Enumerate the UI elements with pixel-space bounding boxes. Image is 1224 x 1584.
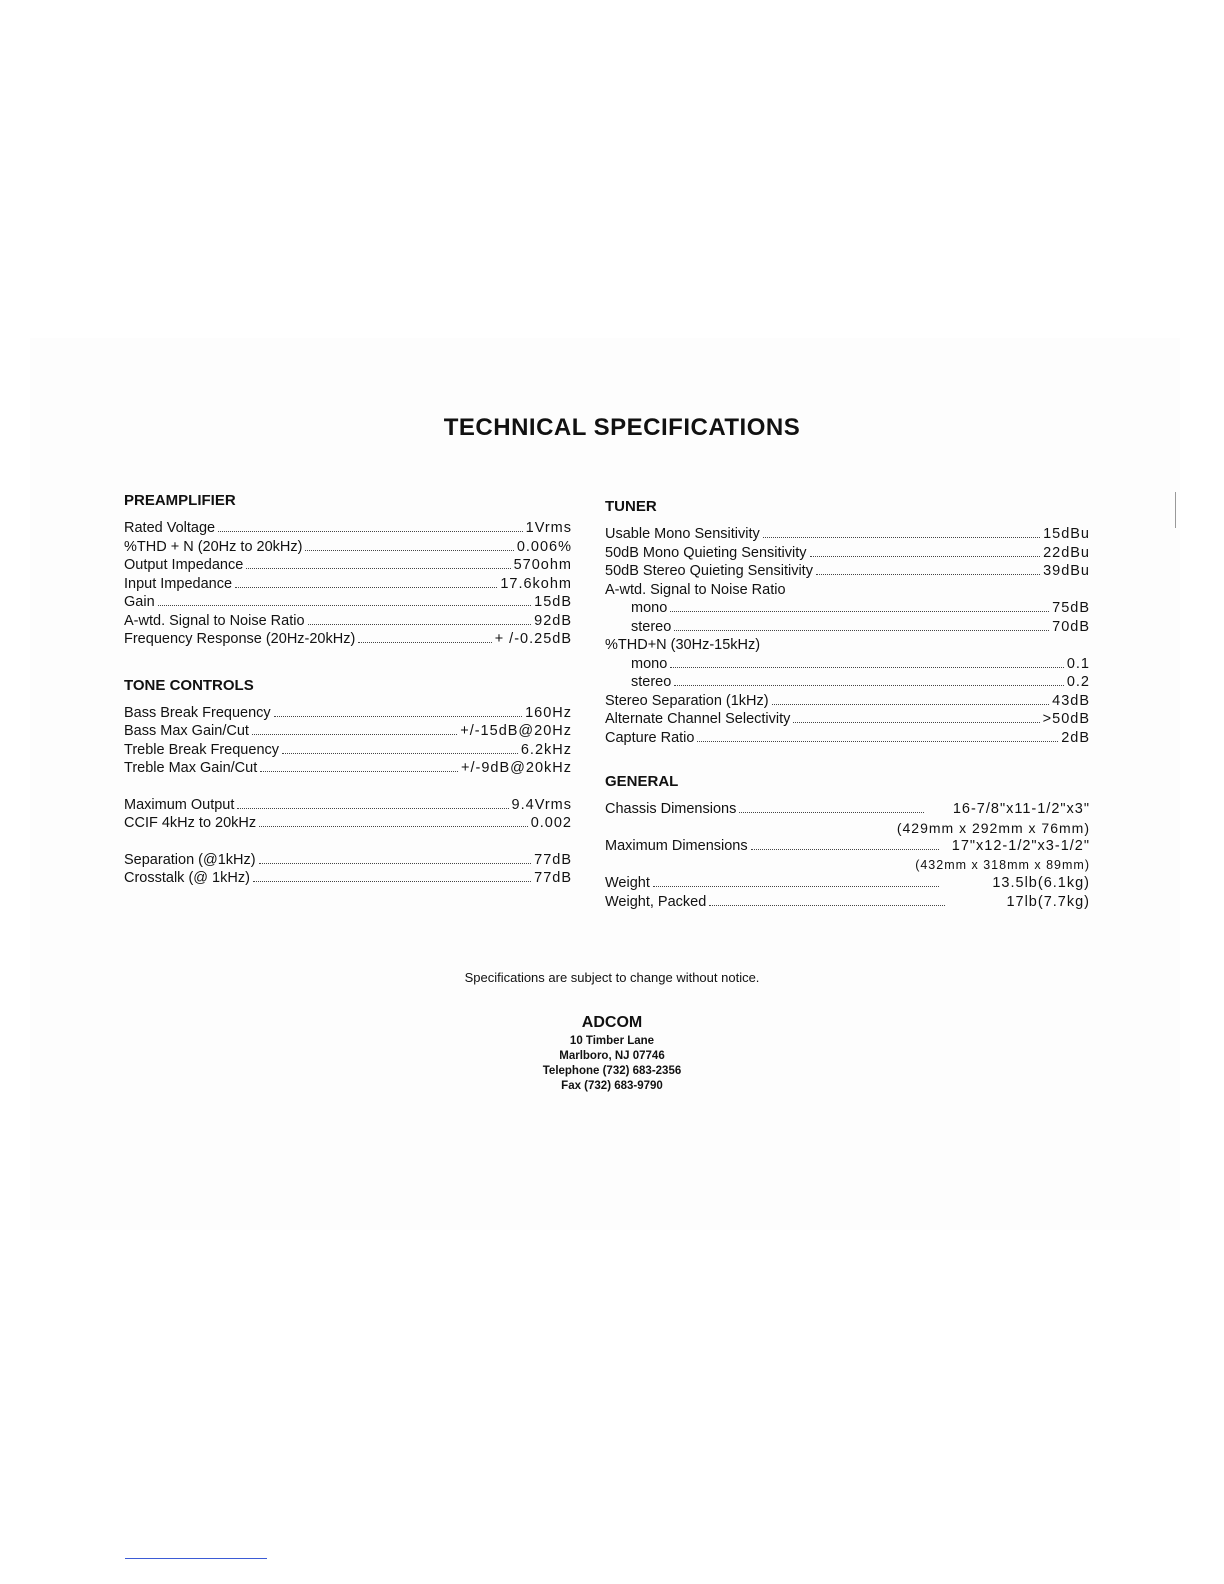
spec-row [605,673,1090,692]
spec-row [605,710,1090,729]
spec-row [605,544,1090,563]
spec-row [605,525,1090,544]
spec-row [605,729,1090,748]
spec-row [124,722,572,741]
spec-value: 2dB [1061,729,1090,746]
spec-metric [605,819,1090,838]
spec-value: 0.002 [530,815,572,831]
spec-label: %THD + N (20Hz to 20kHz) [124,538,303,555]
spec-group-label [605,581,1090,600]
spec-value: 70dB [1052,618,1090,635]
leader-dots [670,611,1049,612]
leader-dots [358,642,491,643]
spec-value: 77dB [534,870,572,886]
spec-value: 13.5lb(6.1kg) [992,875,1090,891]
spec-value: 9.4Vrms [511,796,572,813]
tuner-heading: TUNER [605,498,657,515]
page-title: TECHNICAL SPECIFICATIONS [443,414,801,441]
address-street: 10 Timber Lane [569,1035,655,1047]
spec-label: Bass Break Frequency [124,704,271,721]
leader-dots [810,556,1041,557]
spec-label: 50dB Stereo Quieting Sensitivity [605,563,813,579]
spec-label: Capture Ratio [605,729,695,746]
spec-row [124,814,572,833]
spec-value: 570ohm [513,557,572,573]
spec-row [124,538,572,557]
tuner-list [605,525,1090,747]
general-heading: GENERAL [605,773,679,790]
leader-dots [252,734,457,735]
left-column [124,492,572,888]
spec-value: 92dB [534,612,572,629]
spec-label: Alternate Channel Selectivity [605,711,791,727]
leader-dots [235,587,497,588]
leader-dots [246,568,510,569]
preamplifier-list [124,519,572,649]
leader-dots [259,863,532,864]
spec-value: 0.006% [516,538,572,555]
spec-value: 160Hz [525,704,572,721]
address-city: Marlboro, NJ 07746 [559,1050,665,1062]
leader-dots [274,716,522,717]
spec-label: Usable Mono Sensitivity [605,526,760,542]
spec-label: A-wtd. Signal to Noise Ratio [124,612,305,629]
spec-label: stereo [631,674,672,690]
spec-value: >50dB [1042,711,1090,727]
spec-value: 75dB [1052,600,1090,616]
spec-label: mono [631,600,668,616]
spec-row [124,796,572,815]
spec-row [124,612,572,631]
leader-dots [260,771,458,772]
leader-dots [793,722,1039,723]
leader-dots [739,812,923,813]
spec-label: Separation (@1kHz) [124,851,256,868]
separation-list [124,851,572,888]
spec-row [124,556,572,575]
spec-row [124,851,572,870]
spec-value: 22dBu [1043,544,1090,561]
spec-label: Rated Voltage [124,520,216,536]
spec-row [124,869,572,888]
leader-dots [253,881,531,882]
spec-group-label [605,636,1090,655]
spec-value: 39dBu [1043,563,1090,579]
spec-label: Maximum Dimensions [605,838,748,854]
spec-value: 6.2kHz [520,741,572,758]
spec-value: 43dB [1052,692,1090,709]
leader-dots [305,550,513,551]
spec-row [605,874,1090,893]
spec-row [605,692,1090,711]
spec-row [124,741,572,760]
spec-label: Treble Max Gain/Cut [124,760,258,776]
spec-row [605,618,1090,637]
spec-row [605,800,1090,819]
spec-value: +/-9dB@20kHz [461,760,572,776]
spec-row [605,837,1090,856]
spec-label: Gain [124,594,155,610]
spec-value: 15dBu [1043,526,1090,542]
leader-dots [816,574,1040,575]
address-fax: Fax (732) 683-9790 [561,1080,663,1092]
spec-value: 17"x12-1/2"x3-1/2" [951,838,1090,854]
spec-row [605,562,1090,581]
leader-dots [697,741,1058,742]
spec-label: mono [631,655,668,672]
leader-dots [158,605,531,606]
spec-row [605,893,1090,912]
spec-label: Chassis Dimensions [605,801,737,817]
leader-dots [674,630,1049,631]
spec-label: CCIF 4kHz to 20kHz [124,815,257,831]
leader-dots [259,826,528,827]
general-list [605,800,1090,911]
spec-value: + /-0.25dB [494,631,572,647]
spec-value: 15dB [534,594,572,610]
output-list [124,796,572,833]
spec-value: (429mm x 292mm x 76mm) [896,819,1090,836]
spec-value: 17lb(7.7kg) [1006,893,1090,910]
spec-row [124,575,572,594]
spec-value: 17.6kohm [500,575,572,592]
change-notice: Specifications are subject to change without notice. [464,970,760,985]
spec-row [124,519,572,538]
spec-row [605,655,1090,674]
spec-value: (432mm x 318mm x 89mm) [915,857,1090,872]
spec-value: 1Vrms [525,520,572,536]
leader-dots [763,537,1040,538]
leader-dots [218,531,523,532]
address-phone: Telephone (732) 683-2356 [542,1065,682,1077]
company-address [0,1014,1224,1094]
spec-label: Weight [605,875,650,891]
leader-dots [709,905,945,906]
leader-dots [751,849,939,850]
right-column [605,498,1090,911]
spec-label: Input Impedance [124,575,233,592]
spec-value: 77dB [534,851,572,868]
spec-row [605,599,1090,618]
footer-link-underline [125,1558,267,1559]
leader-dots [308,624,532,625]
spec-row [124,704,572,723]
spec-metric [605,856,1090,875]
leader-dots [670,667,1064,668]
leader-dots [282,753,518,754]
leader-dots [237,808,508,809]
spec-label: Stereo Separation (1kHz) [605,692,769,709]
spec-label: Frequency Response (20Hz-20kHz) [124,631,356,647]
spec-value: 16-7/8"x11-1/2"x3" [952,801,1090,817]
scan-edge-mark [1175,492,1176,528]
spec-row [124,759,572,778]
spec-label: 50dB Mono Quieting Sensitivity [605,544,807,561]
spec-row [124,593,572,612]
spec-label: Bass Max Gain/Cut [124,723,249,739]
spec-value: 0.1 [1066,655,1090,672]
spec-label: A-wtd. Signal to Noise Ratio [605,581,786,598]
leader-dots [772,704,1050,705]
leader-dots [674,685,1064,686]
spec-label: %THD+N (30Hz-15kHz) [605,637,761,653]
spec-label: Weight, Packed [605,893,707,910]
tone-controls-list [124,704,572,778]
tone-controls-heading: TONE CONTROLS [124,676,254,694]
spec-row [124,630,572,649]
spec-label: Maximum Output [124,796,235,813]
spec-label: stereo [631,618,672,635]
spec-label: Output Impedance [124,557,244,573]
preamplifier-heading: PREAMPLIFIER [124,492,236,509]
company-name: ADCOM [581,1014,643,1031]
spec-label: Crosstalk (@ 1kHz) [124,870,250,886]
spec-value: 0.2 [1066,674,1090,690]
leader-dots [653,886,939,887]
spec-value: +/-15dB@20Hz [460,723,572,739]
spec-label: Treble Break Frequency [124,741,280,758]
